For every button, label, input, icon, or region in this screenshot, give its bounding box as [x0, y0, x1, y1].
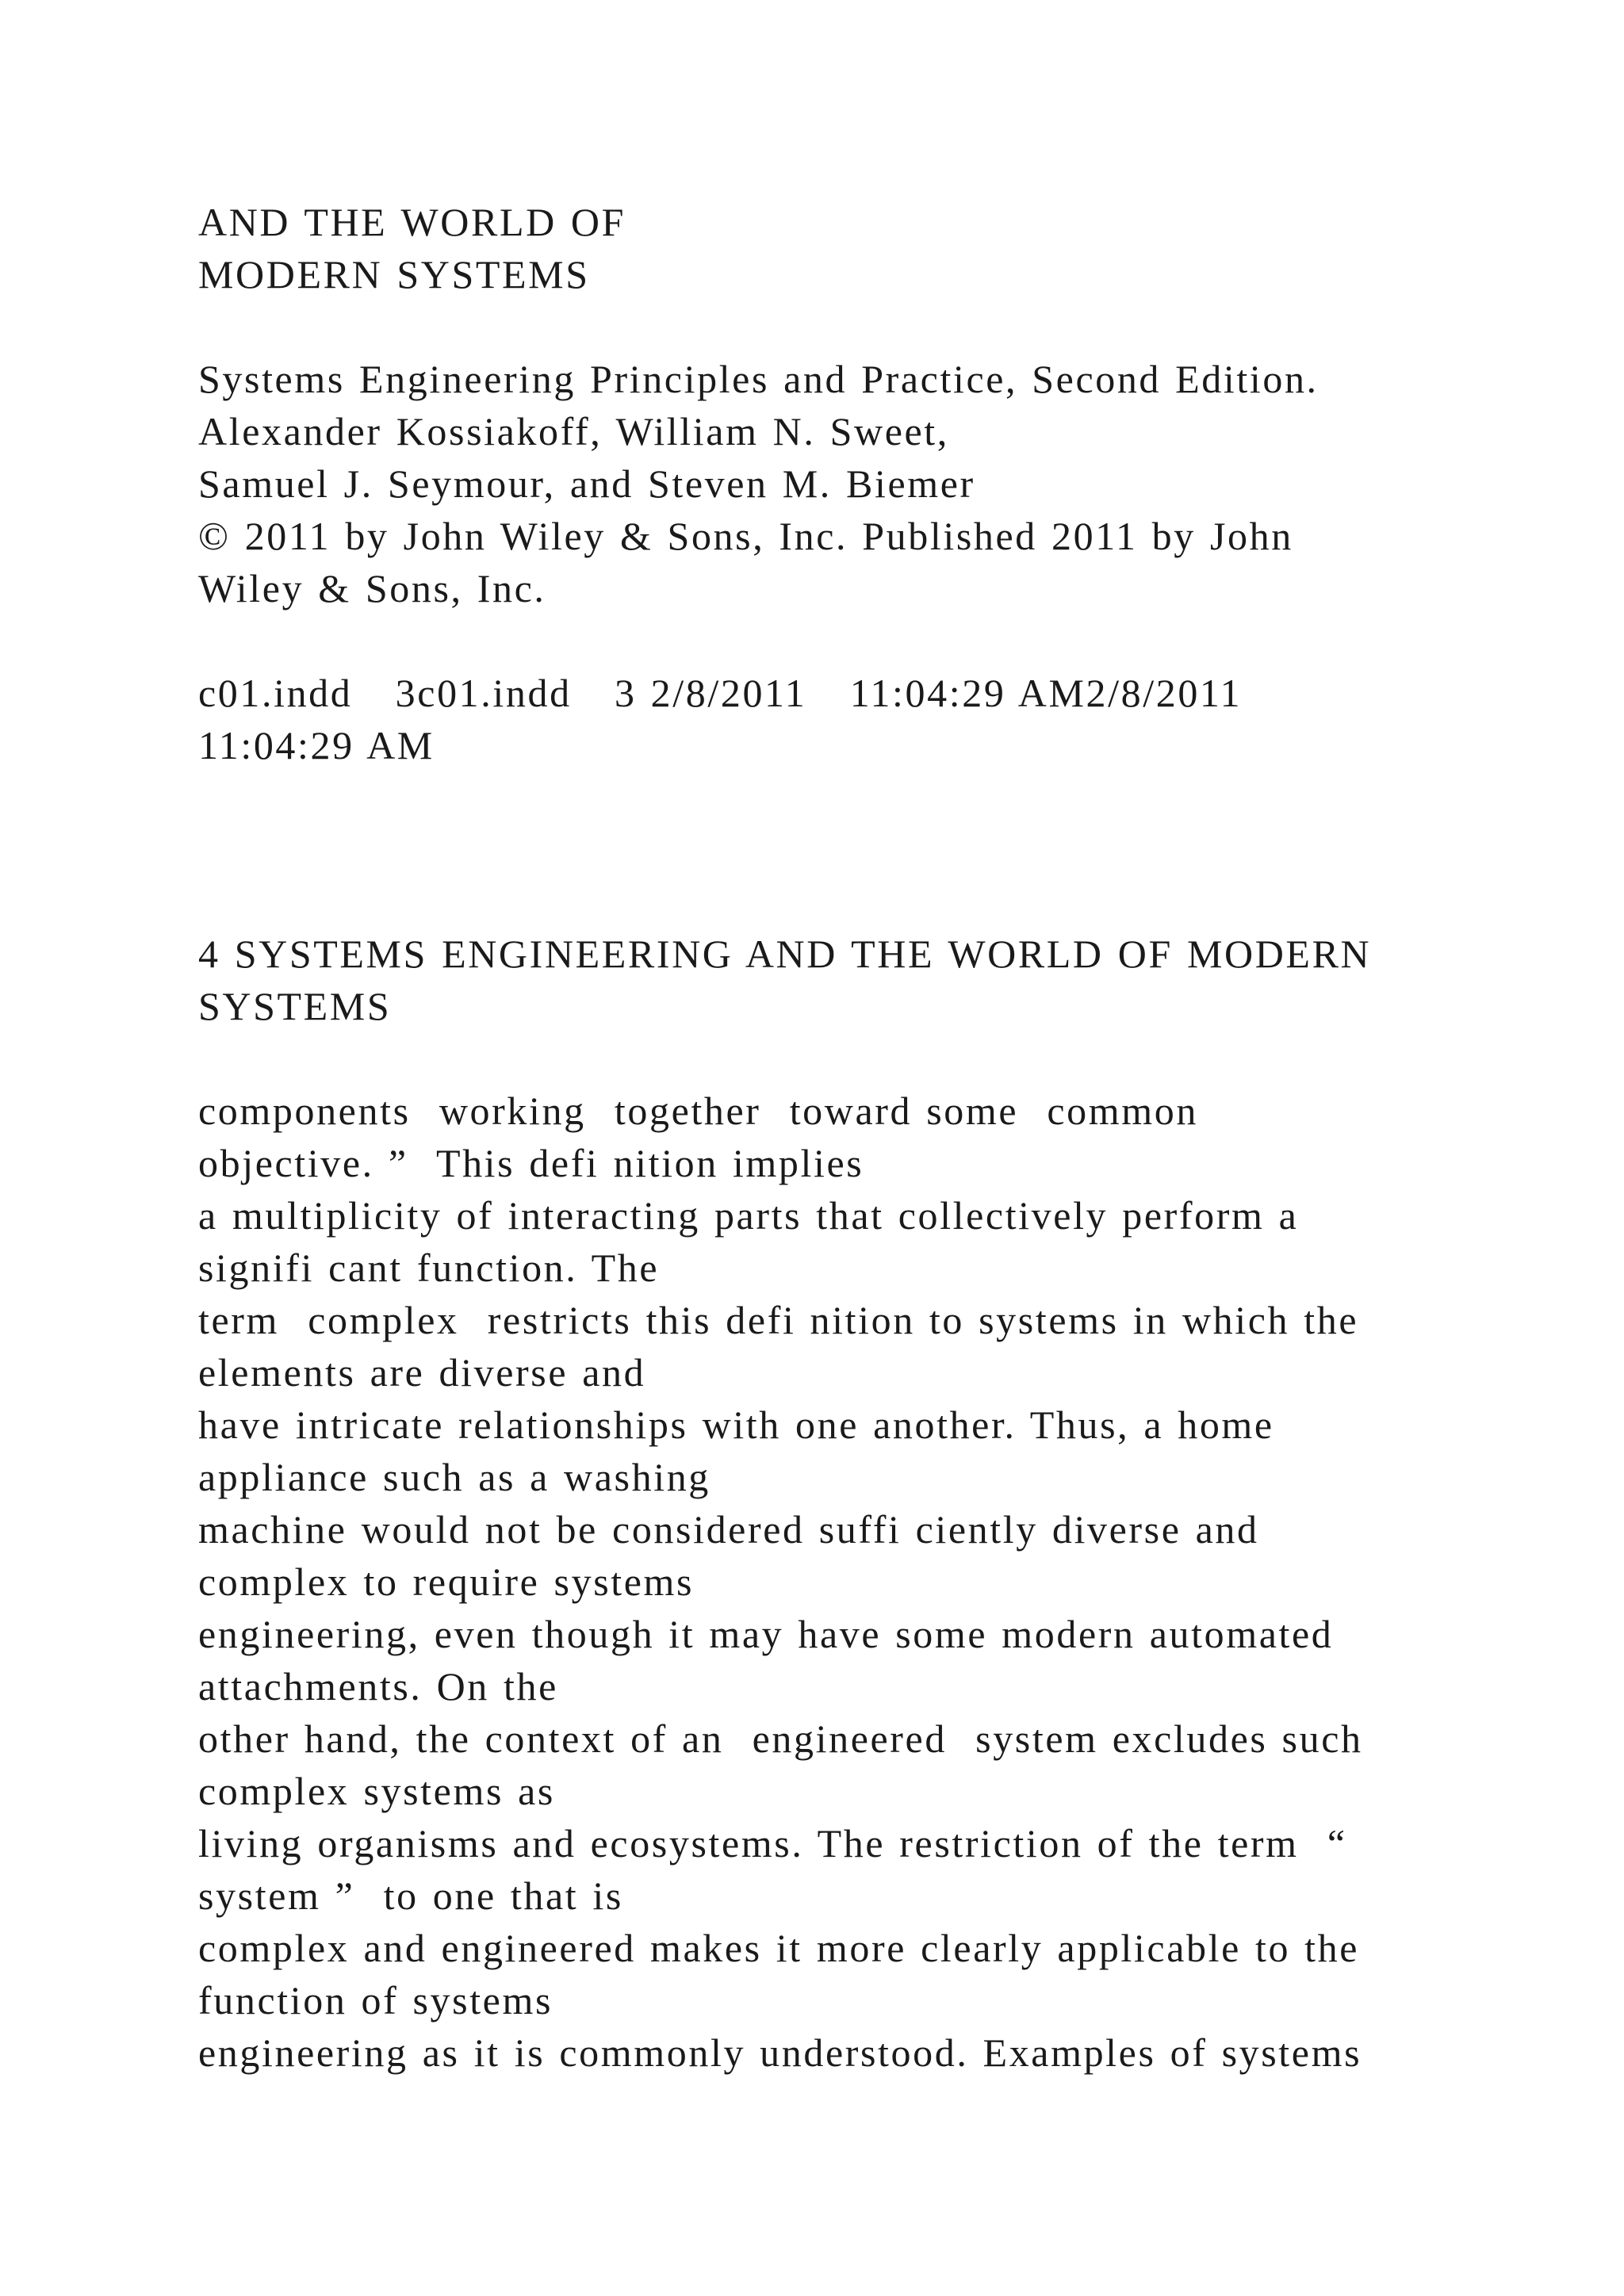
text-line: other hand, the context of an engineered system excludes such	[198, 1716, 1363, 1761]
text-line: Alexander Kossiakoff, William N. Sweet,	[198, 409, 949, 453]
text-line: function of systems	[198, 1978, 553, 2022]
text-line: 4 SYSTEMS ENGINEERING AND THE WORLD OF MODERN	[198, 932, 1372, 976]
text-line: system ” to one that is	[198, 1873, 623, 1918]
text-line: complex systems as	[198, 1769, 555, 1813]
text-line: elements are diverse and	[198, 1350, 646, 1395]
text-line: machine would not be considered suffi ciently diverse and	[198, 1507, 1259, 1552]
text-line: complex and engineered makes it more clearly applicable to the	[198, 1926, 1360, 1970]
text-line: attachments. On the	[198, 1664, 558, 1709]
body-text-block	[198, 1085, 1546, 2079]
citation-block	[198, 353, 1546, 614]
text-line: Systems Engineering Principles and Practice, Second Edition.	[198, 357, 1319, 401]
file-info-block	[198, 667, 1546, 771]
text-line: have intricate relationships with one another. Thus, a home	[198, 1402, 1274, 1447]
text-line: c01.indd 3c01.indd 3 2/8/2011 11:04:29 AM2/8/2011	[198, 671, 1243, 715]
title-block	[198, 196, 1546, 300]
running-header-block	[198, 928, 1546, 1032]
text-line: a multiplicity of interacting parts that collectively perform a	[198, 1193, 1299, 1238]
text-line: MODERN SYSTEMS	[198, 252, 590, 297]
text-line: 11:04:29 AM	[198, 723, 435, 767]
text-line: © 2011 by John Wiley & Sons, Inc. Published 2011 by John	[198, 514, 1293, 558]
text-line: engineering, even though it may have some modern automated	[198, 1612, 1334, 1656]
text-line: Samuel J. Seymour, and Steven M. Biemer	[198, 461, 975, 506]
text-line: SYSTEMS	[198, 984, 392, 1028]
text-line: signifi cant function. The	[198, 1246, 660, 1290]
text-line: AND THE WORLD OF	[198, 200, 626, 244]
text-line: Wiley & Sons, Inc.	[198, 566, 546, 610]
text-line: objective. ” This defi nition implies	[198, 1141, 864, 1185]
text-line: living organisms and ecosystems. The restriction of the term “	[198, 1821, 1347, 1866]
text-line: appliance such as a washing	[198, 1455, 710, 1499]
text-line: components working together toward some common	[198, 1089, 1198, 1133]
text-line: engineering as it is commonly understood. Examples of systems	[198, 2030, 1362, 2075]
text-line: term complex restricts this defi nition to systems in which the	[198, 1298, 1359, 1342]
text-line: complex to require systems	[198, 1559, 695, 1604]
